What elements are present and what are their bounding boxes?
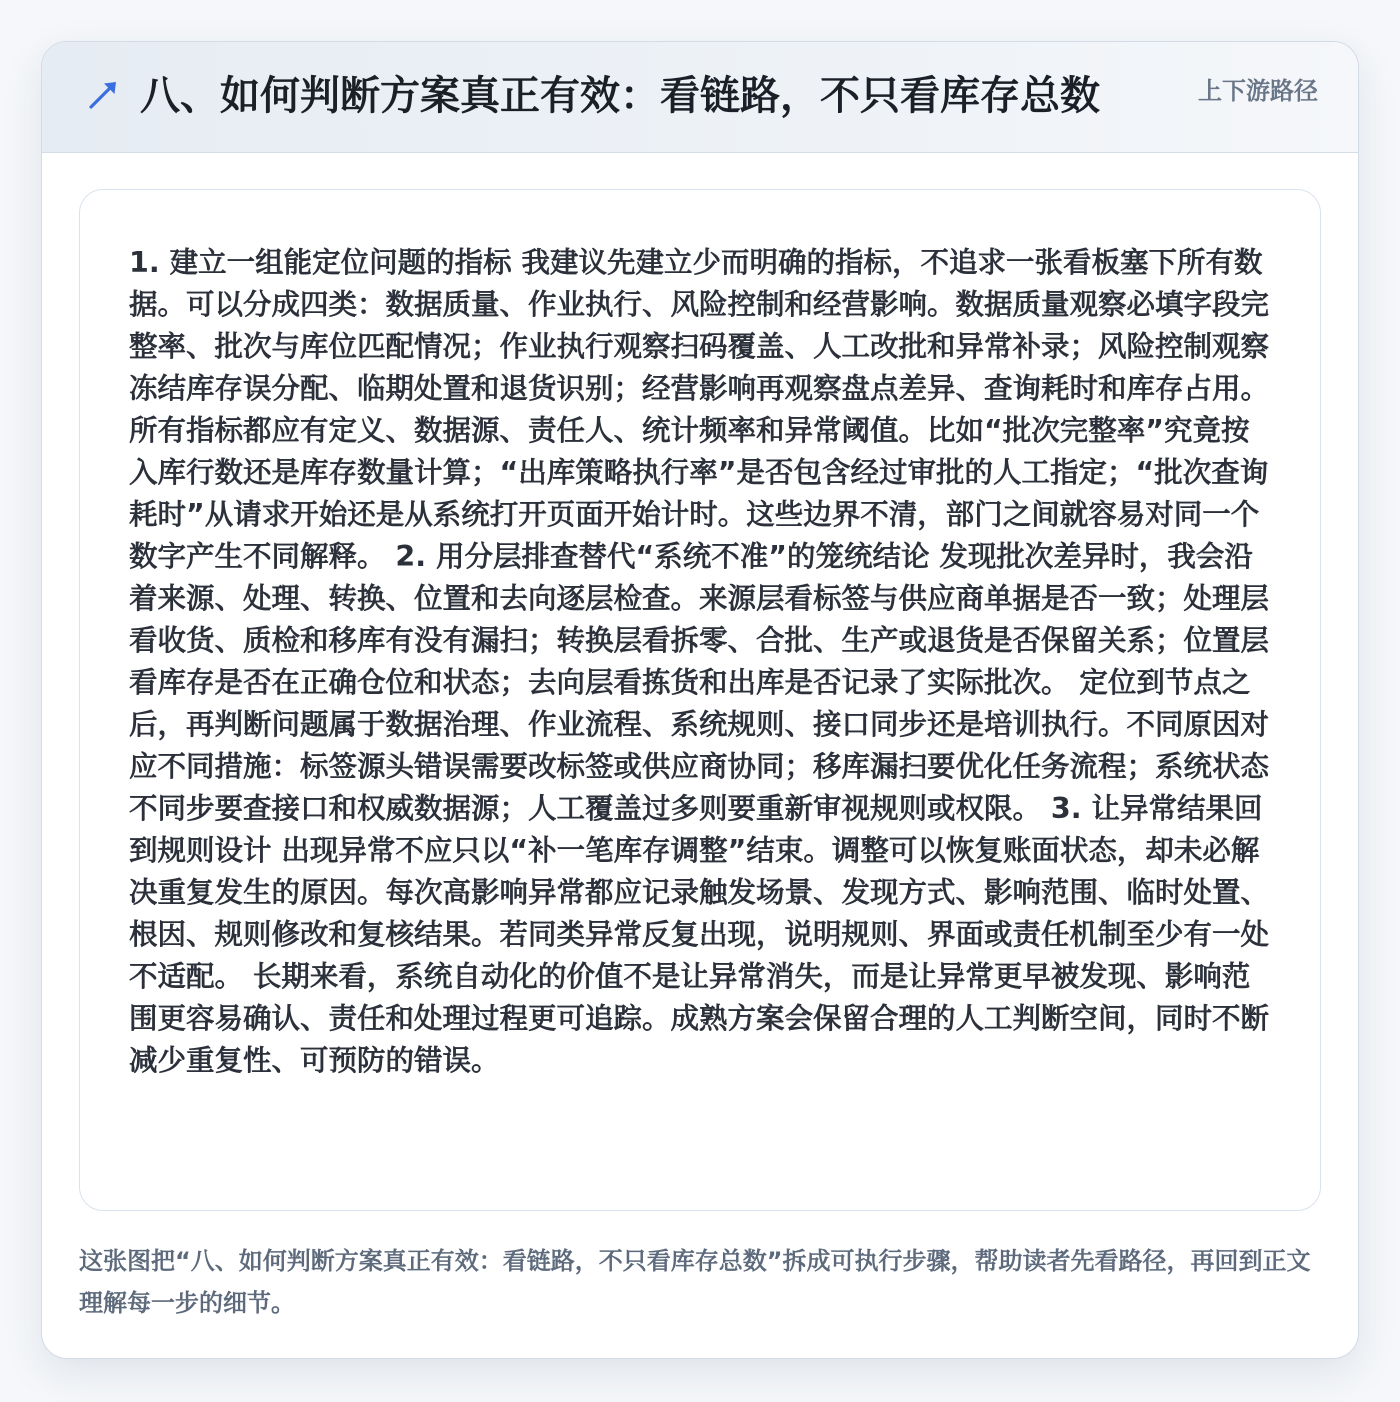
content-panel	[79, 189, 1321, 1211]
section-card	[41, 41, 1359, 1359]
arrow-up-right-icon	[86, 78, 120, 112]
body-text: 1. 建立一组能定位问题的指标 我建议先建立少而明确的指标，不追求一张看板塞下所有数据。可以分成四类：数据质量、作业执行、风险控制和经营影响。数据质量观察必填字段完整率、批次与库位匹配情况；作业执行观察扫码覆盖、人工改批和异常补录；风险控制观察冻结库存误分配、临期处置和退货识别；经营影响再观察盘点差异、查询耗时和库存占用。 所有指标都应有定义、数据源、责任人、统计频率和异常阈值。比如“批次完整率”究竟按入库行数还是库存数量计算；“出库策略执行率”是否包含经过审批的人工指定；“批次查询耗时”从请求开始还是从系统打开页面开始计时。这些边界不清，部门之间就容易对同一个数字产生不同解释。 2. 用分层排查替代“系统不准”的笼统结论 发现批次差异时，我会沿着来源、处理、转换、位置和去向逐层检查。来源层看标签与供应商单据是否一致；处理层看收货、质检和移库有没有漏扫；转换层看拆零、合批、生产或退货是否保留关系；位置层看库存是否在正确仓位和状态；去向层看拣货和出库是否记录了实际批次。 定位到节点之后，再判断问题属于数据治理、作业流程、系统规则、接口同步还是培训执行。不同原因对应不同措施：标签源头错误需要改标签或供应商协同；移库漏扫要优化任务流程；系统状态不同步要查接口和权威数据源；人工覆盖过多则要重新审视规则或权限。 3. 让异常结果回到规则设计 出现异常不应只以“补一笔库存调整”结束。调整可以恢复账面状态，却未必解决重复发生的原因。每次高影响异常都应记录触发场景、发现方式、影响范围、临时处置、根因、规则修改和复核结果。若同类异常反复出现，说明规则、界面或责任机制至少有一处不适配。 长期来看，系统自动化的价值不是让异常消失，而是让异常更早被发现、影响范围更容易确认、责任和处理过程更可追踪。成熟方案会保留合理的人工判断空间，同时不断减少重复性、可预防的错误。	[129, 246, 1270, 1077]
section-header	[42, 42, 1358, 153]
figure-caption: 这张图把“八、如何判断方案真正有效：看链路，不只看库存总数”拆成可执行步骤，帮助读者先看路径，再回到正文理解每一步的细节。	[79, 1247, 1311, 1317]
section-tag: 上下游路径	[1198, 77, 1318, 105]
section-title: 八、如何判断方案真正有效：看链路，不只看库存总数	[140, 73, 1100, 119]
